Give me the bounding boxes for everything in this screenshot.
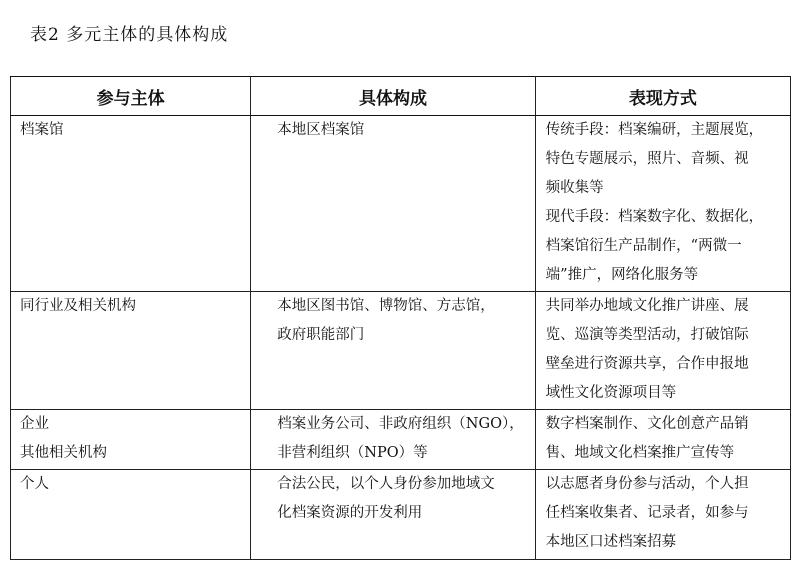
composition-line: 合法公民，以个人身份参加地域文 (277, 476, 495, 492)
manifestation-line: 现代手段：档案数字化、数据化， (545, 209, 764, 225)
manifestation-cell (535, 410, 790, 470)
composition-line: 政府职能部门 (277, 327, 365, 343)
header-subject: 参与主体 (11, 77, 251, 116)
table-header-row (11, 77, 791, 116)
header-composition: 具体构成 (251, 77, 535, 116)
table-row (11, 470, 791, 560)
composition-line: 非营利组织（NPO）等 (277, 445, 428, 461)
table-row (11, 410, 791, 470)
composition-cell (251, 116, 535, 292)
manifestation-line: 端”推广，网络化服务等 (545, 267, 699, 283)
subject-line: 企业 (20, 416, 49, 432)
manifestation-line: 数字档案制作、文化创意产品销 (545, 416, 749, 432)
manifestation-line: 频收集等 (545, 180, 604, 196)
subject-line: 档案馆 (20, 122, 64, 138)
composition-line: 化档案资源的开发利用 (277, 505, 423, 521)
subject-cell (11, 470, 251, 560)
manifestation-cell (535, 116, 790, 292)
manifestation-line: 共同举办地域文化推广讲座、展 (545, 298, 749, 314)
composition-cell (251, 410, 535, 470)
subject-line: 同行业及相关机构 (20, 298, 136, 314)
table-row (11, 116, 791, 292)
manifestation-cell (535, 470, 790, 560)
composition-line: 本地区档案馆 (277, 122, 365, 138)
subject-line: 其他相关机构 (20, 445, 107, 461)
composition-line: 档案业务公司、非政府组织（NGO）， (277, 416, 524, 432)
manifestation-line: 档案馆衍生产品制作，“两微一 (545, 238, 742, 254)
subject-cell (11, 410, 251, 470)
manifestation-line: 任档案收集者、记录者，如参与 (545, 505, 749, 521)
subject-cell (11, 116, 251, 292)
header-manifestation: 表现方式 (535, 77, 790, 116)
participants-table (10, 76, 791, 560)
subject-line: 个人 (20, 476, 49, 492)
manifestation-line: 览、巡演等类型活动，打破馆际 (545, 327, 749, 343)
composition-cell (251, 470, 535, 560)
subject-cell (11, 292, 251, 410)
table-caption: 表2 多元主体的具体构成 (30, 25, 229, 45)
composition-line: 本地区图书馆、博物馆、方志馆， (277, 298, 495, 314)
composition-cell (251, 292, 535, 410)
manifestation-line: 域性文化资源项目等 (545, 385, 677, 401)
manifestation-line: 本地区口述档案招募 (545, 534, 677, 550)
manifestation-line: 特色专题展示，照片、音频、视 (545, 151, 749, 167)
manifestation-line: 售、地域文化档案推广宣传等 (545, 445, 735, 461)
manifestation-cell (535, 292, 790, 410)
manifestation-line: 以志愿者身份参与活动，个人担 (545, 476, 749, 492)
manifestation-line: 壁垒进行资源共享，合作申报地 (545, 356, 749, 372)
manifestation-line: 传统手段：档案编研，主题展览， (545, 122, 764, 138)
table-row (11, 292, 791, 410)
